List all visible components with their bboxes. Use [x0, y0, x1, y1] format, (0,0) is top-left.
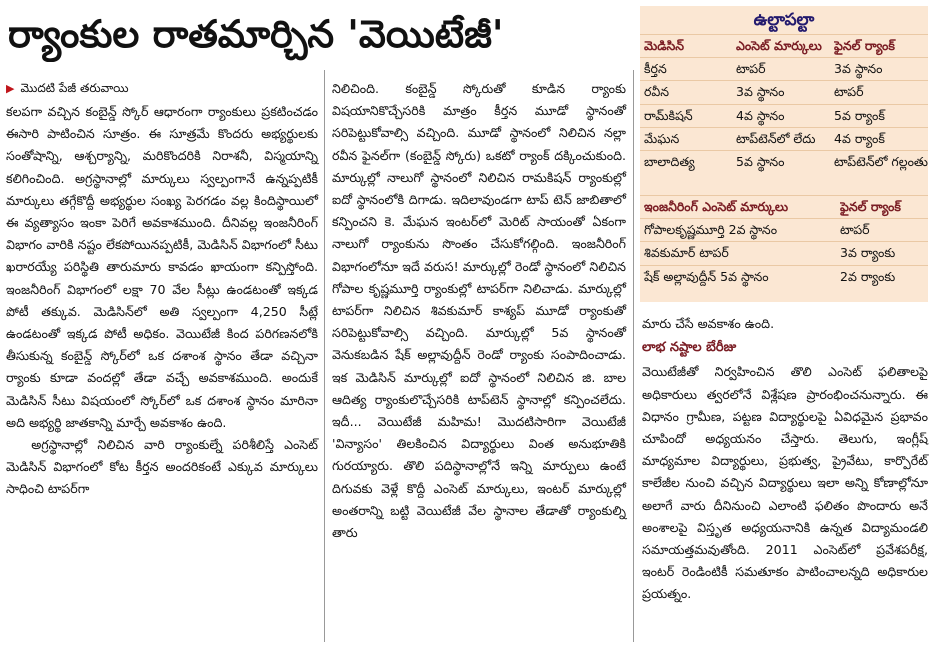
table-row: [640, 241, 928, 264]
column-divider: [633, 70, 634, 642]
header-cell: మెడిసిన్: [644, 38, 685, 53]
comparison-box: [640, 6, 928, 302]
cell: 3వ స్థానం: [736, 84, 785, 100]
paragraph: వెయిటేజీతో నిర్వహించిన తొలి ఎంసెట్ ఫలితాలపై అధికారులు త్వరలోనే విశ్లేషణ ప్రారంభించనున్నారు. ఈ విధానం గ్రామీణ, పట్టణ విద్యార్థులపై ఏవిధమైన ప్రభావం చూపిందో అధ్యయనం చేస్తారు. తెలుగు, ఇంగ్లీష్ మాధ్యమాల విద్యార్థులు, ప్రభుత్వ, ప్రైవేటు, కార్పొరేట్ కాలేజీల నుంచి వచ్చిన విద్యార్థులు ఇలా అన్ని కోణాల్లోనూ అలాగే వారు దీనినుంచి ఎలాంటి ఫలితం పొందారు అనే అంశాలపై విస్తృత అధ్యయనానికి ఉన్నత విద్యామండలి సమాయత్తమవుతోంది. 2011 ఎంసెట్‌లో ప్రవేశపరీక్ష, ఇంటర్ రెండింటికీ సమతూకం పాటించాలన్నది అధికారుల ప్రయత్నం.: [642, 364, 928, 602]
table-row: [640, 57, 928, 80]
engineering-header-row: [640, 195, 928, 218]
cell: టాపర్: [840, 222, 870, 238]
table-row: [640, 104, 928, 127]
continuation-marker: [6, 78, 318, 99]
cell: టాపర్: [834, 84, 864, 100]
article-column-3: [642, 313, 928, 606]
paragraph: మారు చేసే అవకాశం ఉంది.: [642, 316, 775, 331]
cell: 3వ ర్యాంకు: [840, 245, 896, 261]
header-cell: ఇంజనీరింగ్ ఎంసెట్ మార్కులు: [644, 198, 789, 214]
headline: ర్యాంకుల రాతమార్చిన 'వెయిటేజీ': [8, 12, 504, 56]
cell: మేఘన: [644, 130, 680, 146]
paragraph: నిలిచింది. కంబైన్డ్ స్కోరుతో కూడిన ర్యాంకు విషయానికొచ్చేసరికి మాత్రం కీర్తన మూడో స్థానంతో సరిపెట్టుకోవాల్సి వచ్చింది. మూడో స్థానంలో నిలిచిన నల్లా రవీన ఫైనల్‌గా (కంబైన్డ్ స్కోరు) ఒకటో ర్యాంక్ దక్కించుకుంది. మార్కుల్లో నాలుగో స్థానంలో నిలిచిన రామకిషన్ ర్యాంకుల్లో ఐదో స్థానంలోకి దిగాడు. ఇదిలావుండగా టాప్ టెన్ జాబితాలో కన్పించని కె. మేఘన ఇంటర్‌లో మెరిట్ సాయంతో ఏకంగా నాలుగో ర్యాంకును సొంతం చేసుకోగల్గింది. ఇంజనీరింగ్ విభాగంలోనూ ఇదే వరుస! మార్కుల్లో రెండో స్థానంలో నిలిచిన గోపాల కృష్ణమూర్తి ర్యాంకుల్లో టాపర్‌గా నిలిచాడు. మార్కుల్లో టాపర్‌గా నిలిచిన శివకుమార్ కాశ్యప్ మూడో ర్యాంకుతో సరిపెట్టుకోవాల్సి వచ్చింది. మార్కుల్లో 5వ స్థానంతో వెనుకబడిన షేక్ అల్లావుద్దీన్ రెండో ర్యాంకు సంపాదించాడు. ఇక మెడిసిన్ మార్కుల్లో ఐదో స్థానంలో నిలిచిన జి. బాల ఆదిత్య ర్యాంకులొచ్చేసరికి టాప్‌టెన్ స్థానాల్లో కన్పించలేదు. ఇదీ... వెయిటేజీ మహిమ! మొదటిసారిగా వెయిటేజీ 'విన్యాసం' తిలకించిన విద్యార్థులు వింత అనుభూతికి గురయ్యారు. తొలి పదిస్థానాల్లోనే ఇన్ని మార్పులు ఉంటే దిగువకు వెళ్లే కొద్దీ ఎంసెట్ మార్కులు, ఇంటర్ మార్కుల్లో అంతరాన్ని బట్టి వెయిటేజీ వేల స్థానాల తేడాతో ర్యాంకుల్ని తారు: [332, 81, 626, 541]
cell: బాలాదిత్య: [644, 153, 695, 169]
column-divider: [324, 70, 325, 642]
paragraph: కలపగా వచ్చిన కంబైన్డ్ స్కోర్ ఆధారంగా ర్యాంకులు ప్రకటించడం ఈసారి పాటించిన సూత్రం. ఈ సూత్రమే కొందరు అభ్యర్థులకు సంతోషాన్ని, ఆశ్చర్యాన్ని, మరికొందరికి నిరాశనీ, విస్మయాన్ని కలిగించింది. అగ్రస్థానాల్లో మార్కులు స్వల్పంగానే ఉన్నప్పటికీ మార్కులు తగ్గేకొద్దీ అభ్యర్థుల సంఖ్య పెరగడం వల్ల కిందిస్థాయిలో ఈ వ్యత్యాసం ఇంకా పెరిగే అవకాశముంది. దీనివల్ల ఇంజనీరింగ్ విభాగం వారికి నష్టం లేకపోయినప్పటికీ, మెడిసిన్ విభాగంలో సీటు ఖరారయ్యే పరిస్థితి తారుమారు కావడం ఖాయంగా కన్పిస్తోంది. ఇంజనీరింగ్ విభాగంలో లక్షా 70 వేల సీట్లు ఉండటంతో ఇక్కడ పోటీ తక్కువ. మెడిసిన్‌లో అతి స్వల్పంగా 4,250 సీట్లే ఉండటంతో ఇక్కడ పోటీ అధికం. వెయిటేజీ కింద పరిగణనలోకి తీసుకున్న కంబైన్డ్ స్కోర్‌లో ఒక దశాంశ స్థానం తేడా వచ్చినా ర్యాంకు కూడా వందల్లో తేడా వచ్చే అవకాశముంది. అందుకే మెడిసిన్ సీటు విషయంలో స్కోర్‌లో ఒక దశాంశ స్థానం మారినా అది అభ్యర్థి జాతకాన్ని మార్చే అవకాశం ఉంది.: [6, 104, 318, 430]
triangle-icon: ▶: [6, 82, 15, 95]
box-title: ఉల్టాపల్టా: [753, 10, 815, 30]
header-cell: ఫైనల్ ర్యాంక్: [840, 198, 901, 214]
cell: 5వ స్థానం: [736, 153, 785, 169]
medicine-header-row: [640, 34, 928, 57]
cell: గోపాలకృష్ణమూర్తి 2వ స్థానం: [644, 222, 778, 238]
cell: 4వ స్థానం: [736, 107, 785, 123]
article-column-2: [332, 78, 626, 544]
cell: కీర్తన: [644, 61, 667, 77]
table-row: [640, 80, 928, 103]
cell: 5వ ర్యాంక్: [834, 107, 885, 123]
paragraph: అగ్రస్థానాల్లో నిలిచిన వారి ర్యాంకుల్నే పరిశీలిస్తే ఎంసెట్ మెడిసిన్ విభాగంలో కోట కీర్తన అందరికంటే ఎక్కువ మార్కులు సాధించి టాపర్‌గా: [6, 437, 318, 497]
continued-label: మొదటి పేజీ తరువాయి: [20, 81, 129, 95]
table-row: [640, 218, 928, 241]
cell: షేక్ అల్లావుద్దీన్ 5వ స్థానం: [644, 268, 769, 284]
table-row: [640, 150, 928, 195]
cell: 2వ ర్యాంకు: [840, 268, 896, 284]
cell: శివకుమార్ టాపర్: [644, 245, 729, 261]
cell: రవీన: [644, 84, 670, 100]
table-row: [640, 127, 928, 150]
cell: టాపర్: [736, 61, 766, 77]
header-cell: ఫైనల్ ర్యాంక్: [834, 38, 895, 53]
subheading: లాభ నష్టాల బేరీజు: [642, 340, 737, 356]
cell: 4వ ర్యాంక్: [834, 130, 885, 146]
cell: టాప్‌టెన్‌లో గల్లంతు: [834, 153, 928, 169]
header-cell: ఎంసెట్ మార్కులు: [736, 38, 822, 53]
table-row: [640, 265, 928, 288]
cell: 3వ స్థానం: [834, 61, 883, 77]
cell: రామ్‌కిషన్: [644, 107, 693, 123]
article-column-1: [6, 78, 318, 501]
cell: టాప్‌టెన్‌లో లేదు: [736, 130, 816, 146]
